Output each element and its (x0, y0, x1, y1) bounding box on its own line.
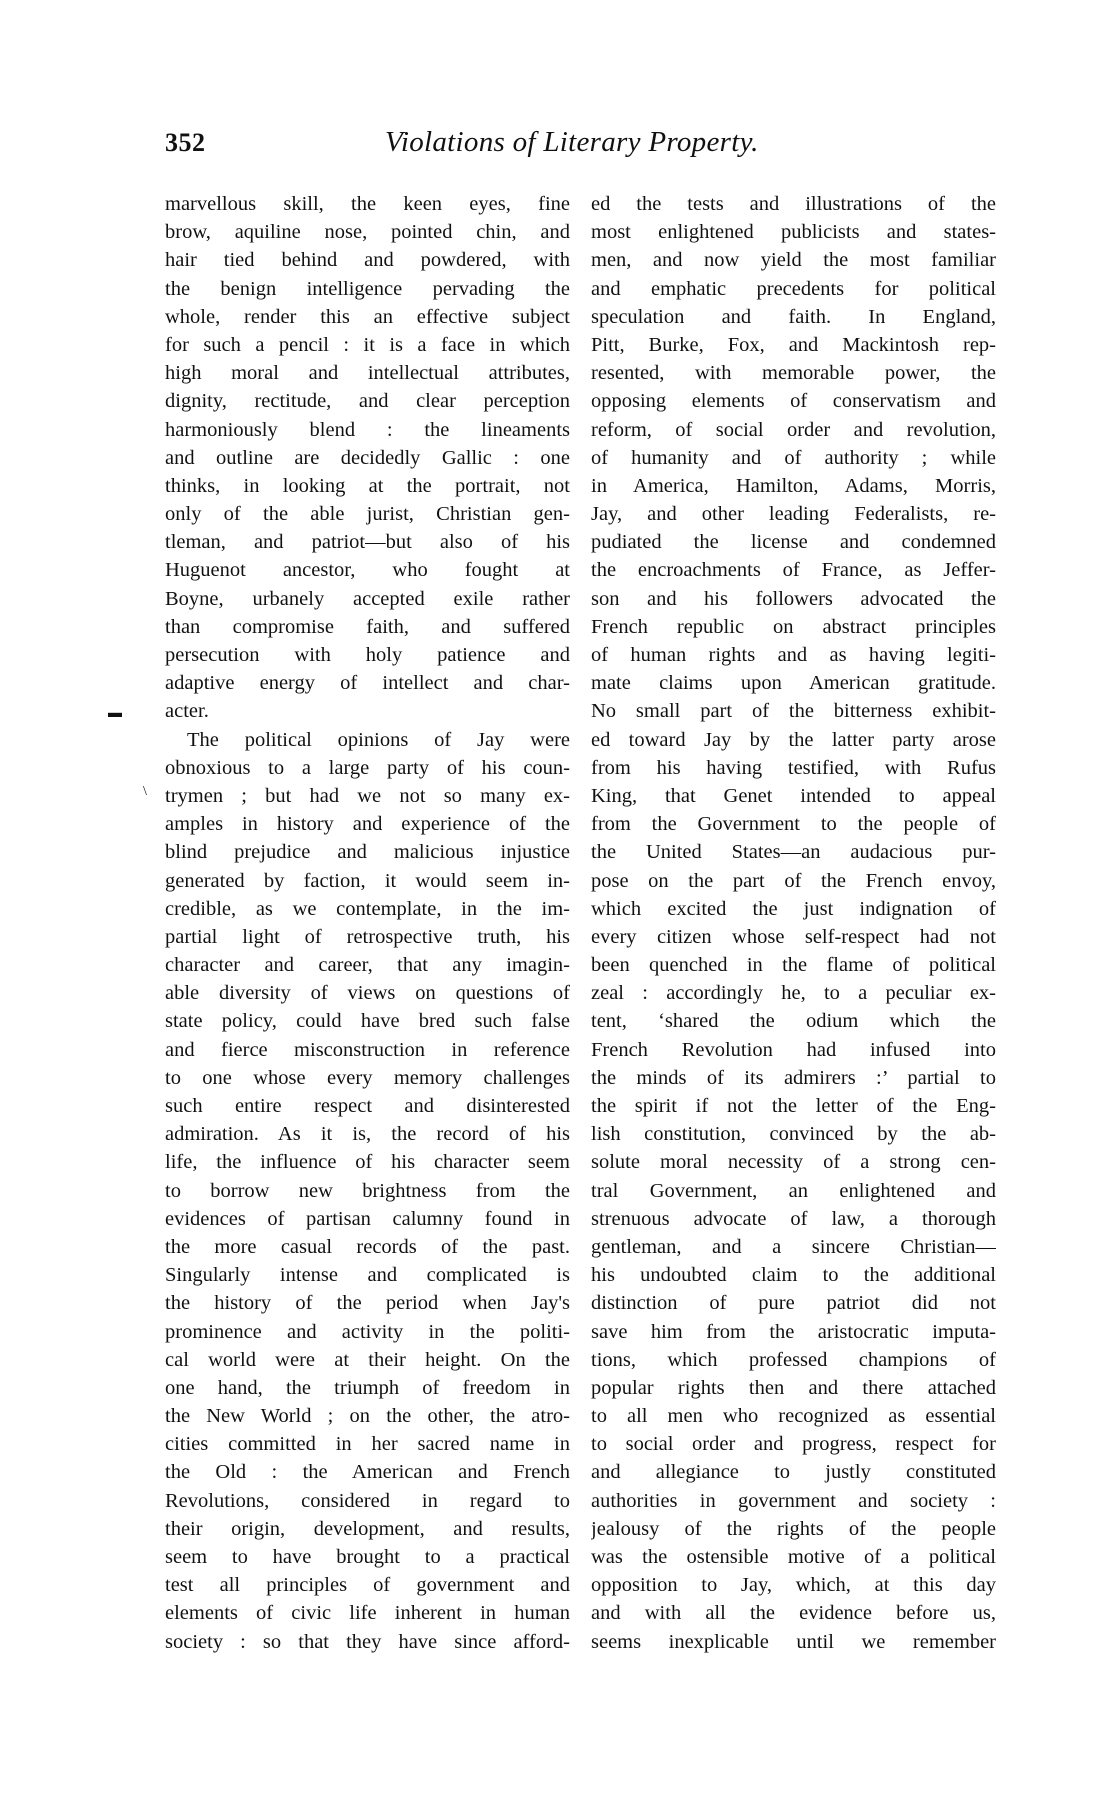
text-line: reform, of social order and revolution, (591, 418, 996, 441)
text-line: distinction of pure patriot did not (591, 1292, 996, 1315)
text-line: tions, which professed champions of (591, 1348, 996, 1371)
text-line: resented, with memorable power, the (591, 362, 996, 385)
text-line: hair tied behind and powdered, with (165, 249, 570, 272)
text-line: society : so that they have since afford- (165, 1630, 570, 1653)
text-line: and outline are decidedly Gallic : one (165, 446, 570, 469)
text-line: dignity, rectitude, and clear perception (165, 390, 570, 413)
text-line: and with all the evidence before us, (591, 1602, 996, 1625)
text-line: their origin, development, and results, (165, 1517, 570, 1540)
text-line: No small part of the bitterness exhibit- (591, 700, 996, 723)
text-line: in America, Hamilton, Adams, Morris, (591, 474, 996, 497)
paragraph-start-line: The political opinions of Jay were (187, 728, 570, 751)
text-line: cities committed in her sacred name in (165, 1433, 570, 1456)
text-line: was the ostensible motive of a political (591, 1546, 996, 1568)
text-line: brow, aquiline nose, pointed chin, and (165, 221, 570, 244)
text-line: been quenched in the flame of political (591, 954, 996, 977)
text-line: the history of the period when Jay's (165, 1292, 570, 1315)
text-line: Pitt, Burke, Fox, and Mackintosh rep- (591, 333, 996, 356)
text-line: the New World ; on the other, the atro- (165, 1405, 570, 1428)
text-line: most enlightened publicists and states- (591, 221, 996, 244)
text-line: to one whose every memory challenges (165, 1066, 570, 1089)
text-line: speculation and faith. In England, (591, 305, 996, 328)
text-line: test all principles of government and (165, 1574, 570, 1597)
text-line: opposition to Jay, which, at this day (591, 1574, 996, 1597)
text-line: the minds of its admirers :’ partial to (591, 1066, 996, 1089)
text-line: Singularly intense and complicated is (165, 1264, 570, 1287)
paragraph-end-line: acter. (165, 700, 209, 723)
text-line: admiration. As it is, the record of his (165, 1123, 570, 1146)
text-line: blind prejudice and malicious injustice (165, 841, 570, 864)
text-line: save him from the aristocratic imputa- (591, 1320, 996, 1343)
text-line: ed the tests and illustrations of the (591, 193, 996, 215)
text-line: gentleman, and a sincere Christian— (591, 1235, 996, 1258)
left-column (165, 190, 570, 1656)
text-line: adaptive energy of intellect and char- (165, 672, 570, 695)
text-line: character and career, that any imagin- (165, 954, 570, 977)
text-line: able diversity of views on questions of (165, 982, 570, 1005)
text-line: tleman, and patriot—but also of his (165, 531, 570, 554)
text-line: son and his followers advocated the (591, 587, 996, 610)
text-line: to social order and progress, respect for (591, 1433, 996, 1456)
text-line: the more casual records of the past. (165, 1235, 570, 1258)
text-line: strenuous advocate of law, a thorough (591, 1207, 996, 1230)
text-line: partial light of retrospective truth, his (165, 925, 570, 948)
text-line: Boyne, urbanely accepted exile rather (165, 587, 570, 610)
text-line: mate claims upon American gratitude. (591, 672, 996, 695)
text-line: his undoubted claim to the additional (591, 1264, 996, 1287)
text-line: life, the influence of his character seem (165, 1151, 570, 1174)
text-line: solute moral necessity of a strong cen- (591, 1151, 996, 1174)
text-line: men, and now yield the most familiar (591, 249, 996, 272)
text-line: lish constitution, convinced by the ab- (591, 1123, 996, 1146)
text-line: to all men who recognized as essential (591, 1405, 996, 1428)
right-column (591, 190, 996, 1656)
text-line: harmoniously blend : the lineaments (165, 418, 570, 441)
text-line: whole, render this an effective subject (165, 305, 570, 328)
text-line: such entire respect and disinterested (165, 1095, 570, 1117)
text-line: amples in history and experience of the (165, 813, 570, 836)
scan-artifact-mark: \ (143, 784, 147, 799)
page-number: 352 (165, 128, 206, 157)
text-line: French republic on abstract principles (591, 615, 996, 638)
text-line: than compromise faith, and suffered (165, 615, 570, 638)
text-line: persecution with holy patience and (165, 644, 570, 666)
text-line: elements of civic life inherent in human (165, 1602, 570, 1625)
text-line: only of the able jurist, Christian gen- (165, 503, 570, 526)
text-line: and emphatic precedents for political (591, 277, 996, 300)
text-line: credible, as we contemplate, in the im- (165, 897, 570, 920)
text-line: high moral and intellectual attributes, (165, 362, 570, 385)
text-line: the benign intelligence pervading the (165, 277, 570, 300)
text-line: popular rights then and there attached (591, 1376, 996, 1399)
text-line: the Old : the American and French (165, 1461, 570, 1484)
text-line: which excited the just indignation of (591, 897, 996, 920)
text-line: pose on the part of the French envoy, (591, 869, 996, 892)
text-line: King, that Genet intended to appeal (591, 784, 996, 807)
text-line: to borrow new brightness from the (165, 1179, 570, 1202)
text-line: tral Government, an enlightened and (591, 1179, 996, 1202)
text-line: and fierce misconstruction in reference (165, 1038, 570, 1061)
text-line: seem to have brought to a practical (165, 1546, 570, 1568)
text-line: and allegiance to justly constituted (591, 1461, 996, 1484)
text-line: zeal : accordingly he, to a peculiar ex- (591, 982, 996, 1005)
text-line: seems inexplicable until we remember (591, 1630, 996, 1653)
text-line: the spirit if not the letter of the Eng- (591, 1095, 996, 1117)
text-line: of human rights and as having legiti- (591, 644, 996, 666)
text-line: from the Government to the people of (591, 813, 996, 836)
text-line: Revolutions, considered in regard to (165, 1489, 570, 1512)
text-line: pudiated the license and condemned (591, 531, 996, 554)
text-line: authorities in government and society : (591, 1489, 996, 1512)
text-line: Jay, and other leading Federalists, re- (591, 503, 996, 526)
text-line: one hand, the triumph of freedom in (165, 1376, 570, 1399)
text-line: every citizen whose self-respect had not (591, 925, 996, 948)
text-line: opposing elements of conservatism and (591, 390, 996, 413)
text-line: French Revolution had infused into (591, 1038, 996, 1061)
text-line: evidences of partisan calumny found in (165, 1207, 570, 1230)
text-line: of humanity and of authority ; while (591, 446, 996, 469)
running-head (165, 128, 997, 168)
text-line: thinks, in looking at the portrait, not (165, 474, 570, 497)
text-line: from his having testified, with Rufus (591, 756, 996, 779)
text-line: jealousy of the rights of the people (591, 1517, 996, 1540)
text-line: the United States—an audacious pur- (591, 841, 996, 864)
text-line: prominence and activity in the politi- (165, 1320, 570, 1343)
text-line: ed toward Jay by the latter party arose (591, 728, 996, 751)
text-line: obnoxious to a large party of his coun- (165, 756, 570, 779)
text-line: state policy, could have bred such false (165, 1010, 570, 1033)
text-line: the encroachments of France, as Jeffer- (591, 559, 996, 582)
text-line: for such a pencil : it is a face in which (165, 333, 570, 356)
text-line: cal world were at their height. On the (165, 1348, 570, 1371)
text-line: Huguenot ancestor, who fought at (165, 559, 570, 582)
text-line: generated by faction, it would seem in- (165, 869, 570, 892)
scan-artifact-mark: ▬ (108, 706, 122, 721)
text-line: tent, ‘shared the odium which the (591, 1010, 996, 1033)
text-line: trymen ; but had we not so many ex- (165, 784, 570, 807)
text-line: marvellous skill, the keen eyes, fine (165, 193, 570, 215)
running-title: Violations of Literary Property. (385, 126, 759, 158)
